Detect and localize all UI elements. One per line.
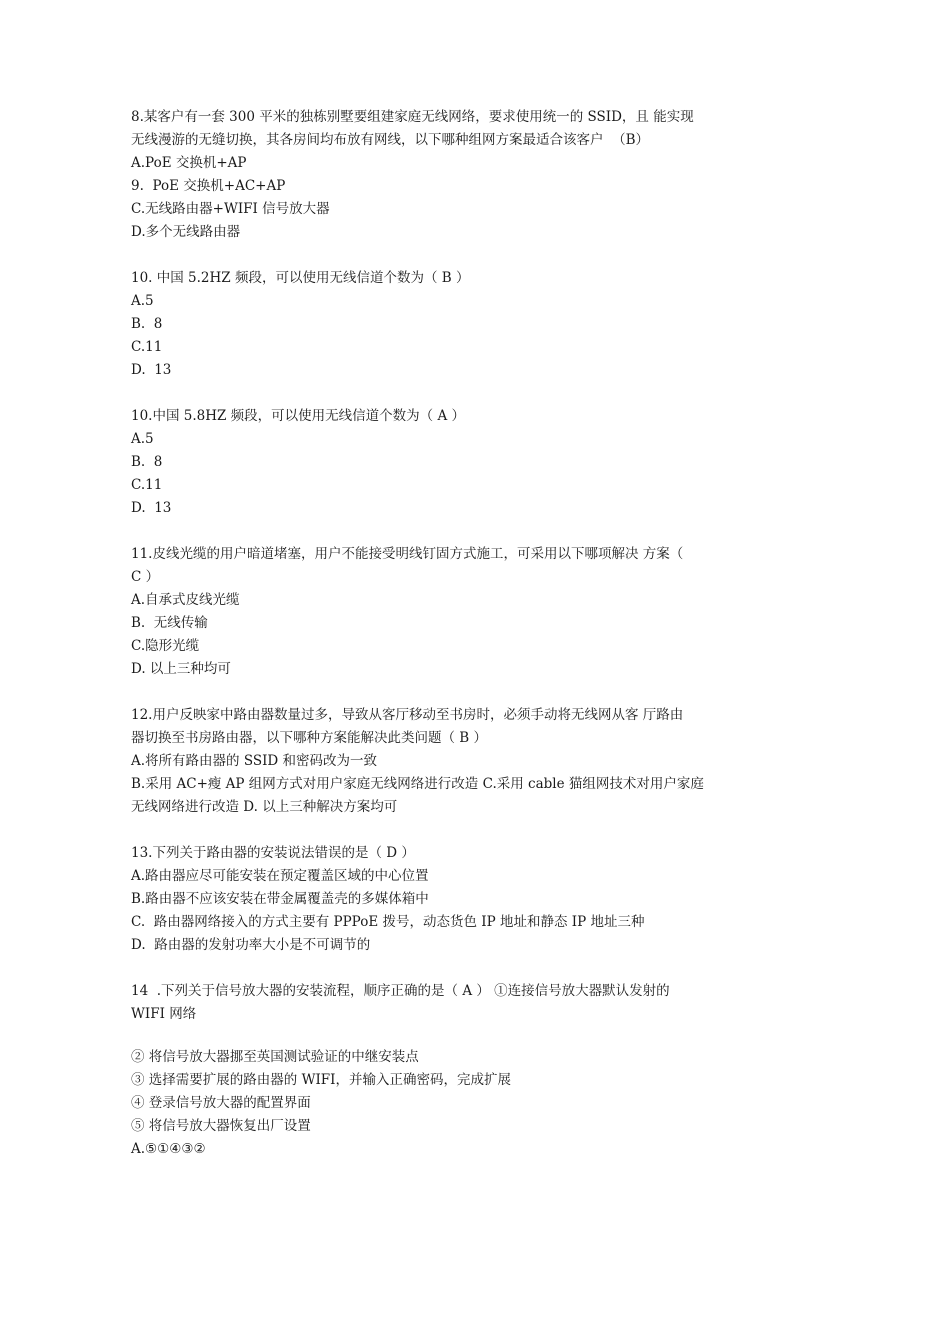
q13-question: 13.下列关于路由器的安装说法错误的是（ D ） (131, 845, 415, 861)
spacer (131, 681, 771, 704)
spacer (131, 819, 771, 842)
q10a-question: 10. 中国 5.2HZ 频段，可以使用无线信道个数为（ B ） (131, 270, 470, 286)
q13-option-b: B.路由器不应该安装在带金属覆盖壳的多媒体箱中 (131, 891, 429, 907)
q13-option-a: A.路由器应尽可能安装在预定覆盖区域的中心位置 (131, 868, 429, 884)
q13-option-d: D. 路由器的发射功率大小是不可调节的 (131, 937, 371, 953)
q11-option-b: B. 无线传输 (131, 615, 208, 631)
spacer (131, 520, 771, 543)
spacer (131, 382, 771, 405)
q12-option-b-c: B.采用 AC+瘦 AP 组网方式对用户家庭无线网络进行改造 C.采用 cable 猫组网技术对用户家庭 (131, 776, 704, 792)
q10b-option-b: B. 8 (131, 454, 163, 470)
q10a-option-b: B. 8 (131, 316, 163, 332)
q14-line-2: WIFI 网络 (131, 1006, 197, 1022)
q8-option-c: C.无线路由器+WIFI 信号放大器 (131, 201, 330, 217)
q8-option-d: D.多个无线路由器 (131, 224, 241, 240)
spacer (131, 957, 771, 980)
q14-step-2: ② 将信号放大器挪至英国测试验证的中继安装点 (131, 1049, 419, 1065)
q12-option-c-d: 无线网络进行改造 D. 以上三种解决方案均可 (131, 799, 398, 815)
spacer (131, 1026, 771, 1046)
q14-line-1: 14 .下列关于信号放大器的安装流程，顺序正确的是（ A ） ①连接信号放大器默认发射的 (131, 983, 670, 999)
q13-option-c: C. 路由器网络接入的方式主要有 PPPoE 拨号，动态货色 IP 地址和静态 IP 地址三种 (131, 914, 645, 930)
q12-line-2: 器切换至书房路由器，以下哪种方案能解决此类问题（ B ） (131, 730, 488, 746)
q8-line-2: 无线漫游的无缝切换，其各房间均布放有网线，以下哪种组网方案最适合该客户 （B） (131, 132, 650, 148)
q10b-option-a: A.5 (131, 431, 154, 447)
q8-option-a: A.PoE 交换机+AP (131, 155, 247, 171)
q10b-option-c: C.11 (131, 477, 163, 493)
q14-step-3: ③ 选择需要扩展的路由器的 WIFI，并输入正确密码，完成扩展 (131, 1072, 511, 1088)
q11-option-d: D. 以上三种均可 (131, 661, 231, 677)
q11-option-c: C.隐形光缆 (131, 638, 200, 654)
q14-option-a: A.⑤①④③② (131, 1141, 206, 1157)
q12-option-a: A.将所有路由器的 SSID 和密码改为一致 (131, 753, 378, 769)
document-body (131, 106, 771, 1161)
q10a-option-c: C.11 (131, 339, 163, 355)
q11-option-a: A.自承式皮线光缆 (131, 592, 240, 608)
q14-step-5: ⑤ 将信号放大器恢复出厂设置 (131, 1118, 311, 1134)
q12-line-1: 12.用户反映家中路由器数量过多，导致从客厅移动至书房时，必须手动将无线网从客 厅路由 (131, 707, 684, 723)
q11-line-2: C ） (131, 569, 160, 585)
q8-line-1: 8.某客户有一套 300 平米的独栋别墅要组建家庭无线网络，要求使用统一的 SSID，且 能实现 (131, 109, 694, 125)
q10a-option-d: D. 13 (131, 362, 172, 378)
q10a-option-a: A.5 (131, 293, 154, 309)
q11-line-1: 11.皮线光缆的用户暗道堵塞，用户不能接受明线钉固方式施工，可采用以下哪项解决 方案（ (131, 546, 684, 562)
q10b-option-d: D. 13 (131, 500, 172, 516)
q10b-question: 10.中国 5.8HZ 频段，可以使用无线信道个数为（ A ） (131, 408, 466, 424)
q8-option-b: 9. PoE 交换机+AC+AP (131, 178, 286, 194)
q14-step-4: ④ 登录信号放大器的配置界面 (131, 1095, 311, 1111)
spacer (131, 244, 771, 267)
